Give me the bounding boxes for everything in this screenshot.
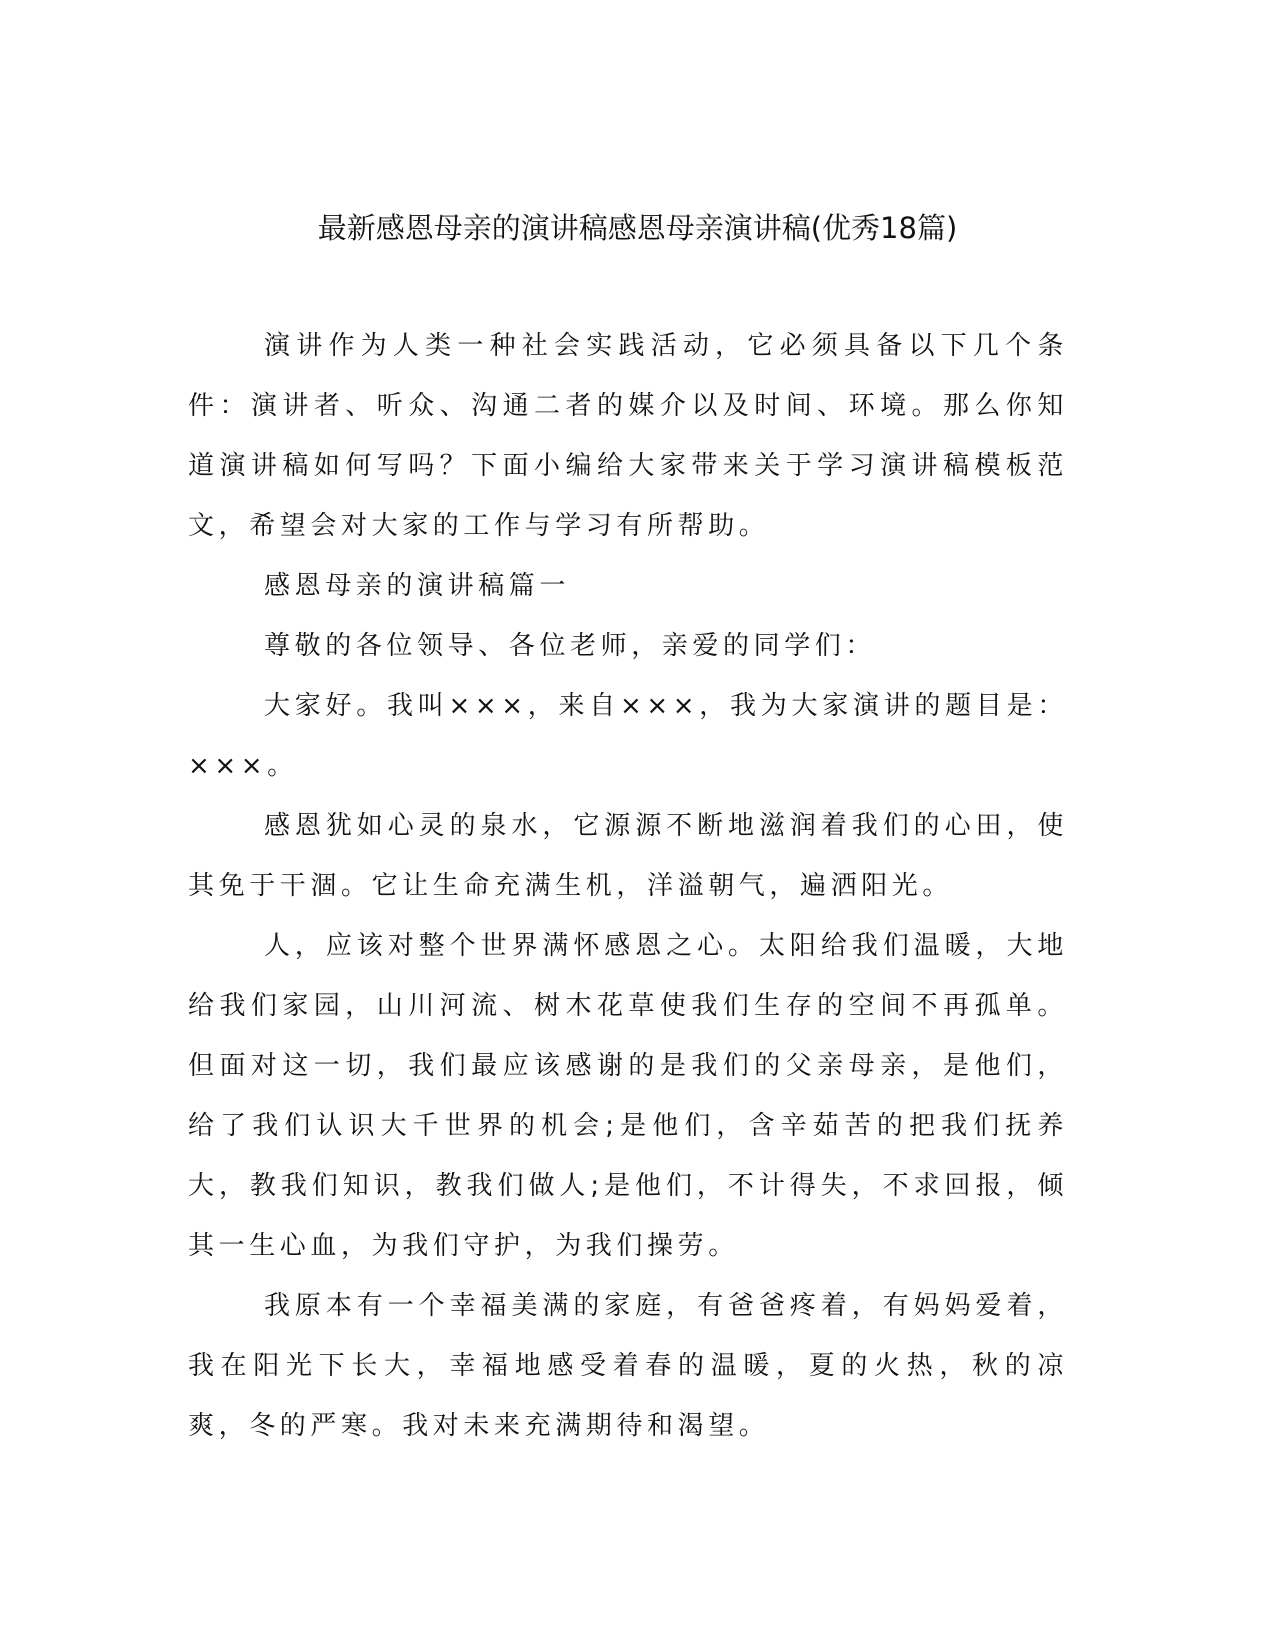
paragraph-gratitude: 感恩犹如心灵的泉水，它源源不断地滋润着我们的心田，使其免于干涸。它让生命充满生机，洋溢朝气，遍洒阳光。 [188, 811, 1068, 901]
document-title: 最新感恩母亲的演讲稿感恩母亲演讲稿(优秀18篇) [317, 211, 958, 245]
paragraph-salutation: 尊敬的各位领导、各位老师，亲爱的同学们： [264, 631, 877, 661]
section-heading: 感恩母亲的演讲稿篇一 [264, 571, 571, 601]
paragraph-family: 我原本有一个幸福美满的家庭，有爸爸疼着，有妈妈爱着，我在阳光下长大，幸福地感受着春的温暖，夏的火热，秋的凉爽，冬的严寒。我对未来充满期待和渴望。 [188, 1291, 1068, 1441]
document-body [188, 316, 1068, 1456]
paragraph-intro: 演讲作为人类一种社会实践活动，它必须具备以下几个条件：演讲者、听众、沟通二者的媒介以及时间、环境。那么你知道演讲稿如何写吗？下面小编给大家带来关于学习演讲稿模板范文，希望会对大家的工作与学习有所帮助。 [188, 331, 1068, 541]
paragraph-greeting: 大家好。我叫×××，来自×××，我为大家演讲的题目是：×××。 [188, 691, 1068, 781]
paragraph-parents: 人，应该对整个世界满怀感恩之心。太阳给我们温暖，大地给我们家园，山川河流、树木花草使我们生存的空间不再孤单。但面对这一切，我们最应该感谢的是我们的父亲母亲，是他们，给了我们认识大千世界的机会;是他们，含辛茹苦的把我们抚养大，教我们知识，教我们做人;是他们，不计得失，不求回报，倾其一生心血，为我们守护，为我们操劳。 [188, 931, 1068, 1261]
